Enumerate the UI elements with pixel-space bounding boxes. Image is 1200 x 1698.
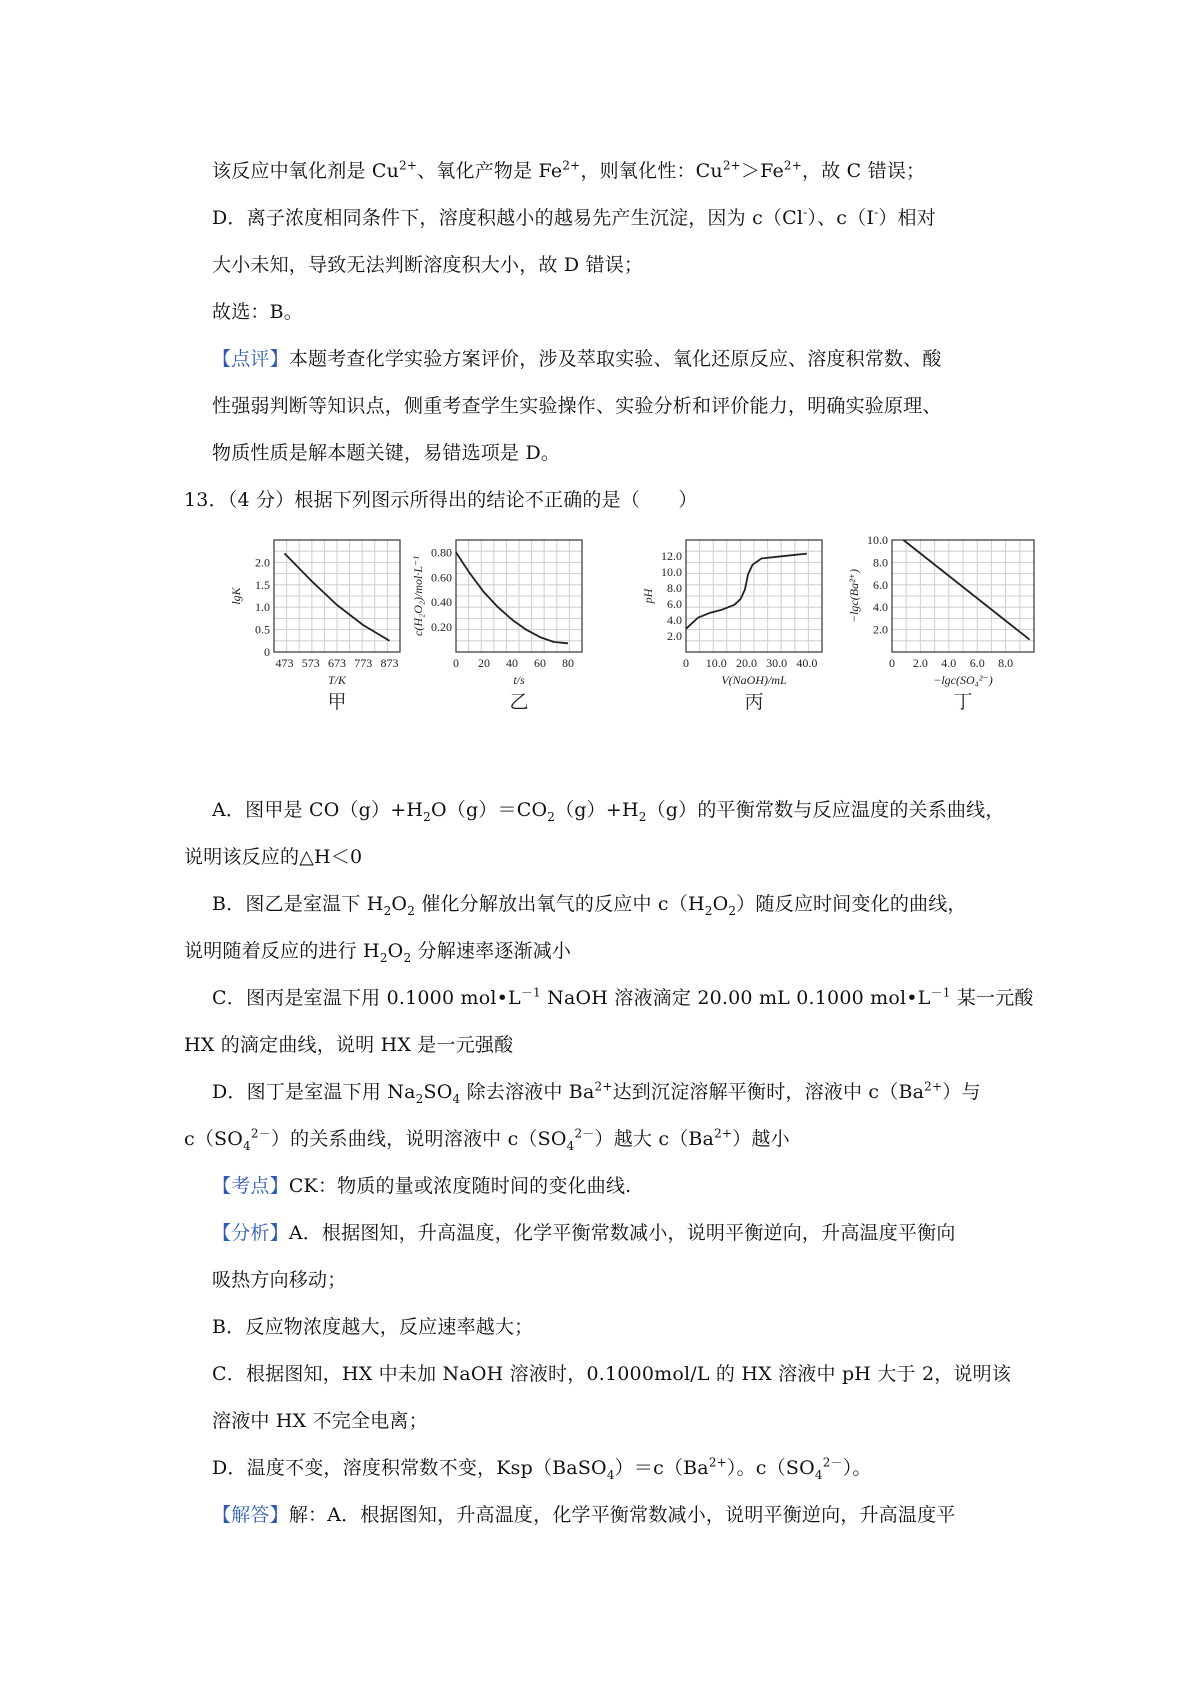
text-segment: 该反应中氧化剂是 Cu bbox=[212, 160, 400, 182]
text-line: B．反应物浓度越大，反应速率越大； bbox=[212, 1316, 534, 1338]
chart-yi bbox=[410, 528, 590, 778]
y-tick-label: 6.0 bbox=[873, 577, 888, 592]
text-segment: ）越小 bbox=[732, 1128, 790, 1150]
subscript: 2 bbox=[728, 903, 737, 918]
y-tick-label: 0 bbox=[264, 645, 270, 659]
superscript: 2－ bbox=[822, 1455, 843, 1470]
text-segment: 解：A．根据图知，升高温度，化学平衡常数减小，说明平衡逆向，升高温度平 bbox=[288, 1504, 956, 1526]
superscript: 2+ bbox=[722, 158, 741, 173]
text-segment: 说明随着反应的进行 H bbox=[184, 940, 380, 962]
text-segment: O bbox=[391, 893, 408, 915]
text-segment: 除去溶液中 Ba bbox=[460, 1081, 595, 1103]
x-tick-label: 0 bbox=[453, 656, 459, 670]
subscript: 2 bbox=[415, 1091, 424, 1106]
y-tick-label: 8.0 bbox=[667, 581, 682, 595]
subscript: 2 bbox=[383, 903, 392, 918]
x-axis-label: −lgc(SO₄²⁻) bbox=[933, 673, 993, 687]
y-tick-label: 1.5 bbox=[255, 577, 270, 592]
text-line: C．根据图知，HX 中未加 NaOH 溶液时，0.1000mol/L 的 HX 溶液中 pH 大于 2，说明该 bbox=[212, 1363, 1012, 1385]
superscript: －1 bbox=[520, 985, 541, 1000]
superscript: 2－ bbox=[250, 1126, 271, 1141]
x-tick-label: 4.0 bbox=[941, 656, 957, 670]
x-tick-label: 40.0 bbox=[796, 656, 818, 670]
text-line: 物质性质是解本题关键，易错选项是 D。 bbox=[212, 442, 561, 464]
subscript: 4 bbox=[452, 1091, 461, 1106]
subscript: 4 bbox=[606, 1467, 615, 1482]
subscript: 2 bbox=[547, 809, 556, 824]
x-tick-label: 60 bbox=[534, 656, 546, 670]
subscript: 2 bbox=[704, 903, 713, 918]
chart-caption: 乙 bbox=[509, 692, 529, 713]
option-d-line2 bbox=[184, 1126, 790, 1152]
y-tick-label: 10.0 bbox=[661, 565, 682, 579]
y-tick-label: 2.0 bbox=[873, 622, 888, 637]
text-segment: ）越大 c（Ba bbox=[594, 1128, 715, 1150]
subscript: 4 bbox=[814, 1467, 823, 1482]
text-segment: ＞Fe bbox=[740, 160, 784, 182]
x-tick-label: 20 bbox=[478, 656, 490, 670]
text-segment: 达到沉淀溶解平衡时，溶液中 c（Ba bbox=[612, 1081, 925, 1103]
x-axis-label: T/K bbox=[327, 673, 347, 687]
y-axis-label: lgK bbox=[229, 587, 243, 605]
text-segment: ）。 bbox=[842, 1457, 872, 1479]
answer-tag: 【解答】 bbox=[212, 1504, 289, 1526]
x-tick-label: 8.0 bbox=[998, 656, 1014, 670]
y-tick-label: 0.5 bbox=[255, 622, 270, 637]
x-tick-label: 30.0 bbox=[766, 656, 788, 670]
text-segment: ）、c（I bbox=[807, 207, 875, 229]
x-tick-label: 673 bbox=[328, 656, 346, 670]
chart-caption: 丙 bbox=[744, 692, 764, 713]
x-tick-label: 473 bbox=[275, 656, 294, 670]
text-segment: C．图丙是室温下用 0.1000 mol•L bbox=[212, 987, 521, 1009]
text-segment: 、氧化产物是 Fe bbox=[417, 160, 563, 182]
x-axis-label: t/s bbox=[513, 673, 525, 687]
text-line bbox=[212, 158, 925, 184]
text-segment: D．离子浓度相同条件下，溶度积越小的越易先产生沉淀，因为 c（Cl bbox=[212, 207, 804, 229]
x-tick-label: 573 bbox=[301, 656, 320, 670]
text-segment: NaOH 溶液滴定 20.00 mL 0.1000 mol•L bbox=[540, 987, 931, 1009]
superscript: 2－ bbox=[574, 1126, 595, 1141]
text-segment: A．根据图知，升高温度，化学平衡常数减小，说明平衡逆向，升高温度平衡向 bbox=[288, 1222, 956, 1244]
text-line bbox=[212, 205, 936, 231]
y-tick-label: 2.0 bbox=[255, 555, 270, 570]
chart-caption: 丁 bbox=[953, 692, 973, 713]
text-segment: ）随反应时间变化的曲线， bbox=[736, 893, 967, 915]
text-segment: ）的关系曲线，说明溶液中 c（SO bbox=[270, 1128, 567, 1150]
option-c-line1 bbox=[212, 985, 1034, 1011]
x-tick-label: 0 bbox=[683, 656, 689, 670]
text-segment: ，则氧化性：Cu bbox=[580, 160, 723, 182]
x-tick-label: 40 bbox=[506, 656, 518, 670]
text-segment: B．图乙是室温下 H bbox=[212, 893, 384, 915]
kaodian-tag: 【考点】 bbox=[212, 1175, 289, 1197]
chart-ding bbox=[846, 528, 1042, 778]
y-tick-label: 12.0 bbox=[661, 549, 682, 563]
text-segment: ，故 C 错误； bbox=[802, 160, 926, 182]
comment-tag: 【点评】 bbox=[212, 348, 289, 370]
x-tick-label: 0 bbox=[889, 656, 895, 670]
chart-bing bbox=[640, 528, 830, 778]
text-segment: A．图甲是 CO（g）+H bbox=[212, 799, 424, 821]
text-segment: c（SO bbox=[184, 1128, 244, 1150]
superscript: 2+ bbox=[708, 1455, 727, 1470]
option-b-line1 bbox=[212, 891, 967, 917]
text-segment: D．温度不变，溶度积常数不变，Ksp（BaSO bbox=[212, 1457, 607, 1479]
superscript: 2+ bbox=[714, 1126, 733, 1141]
text-segment: ）。c（SO bbox=[726, 1457, 815, 1479]
y-tick-label: 8.0 bbox=[873, 555, 888, 570]
y-tick-label: 1.0 bbox=[255, 600, 270, 615]
text-segment: CK：物质的量或浓度随时间的变化曲线. bbox=[288, 1175, 632, 1197]
superscript: 2+ bbox=[783, 158, 802, 173]
subscript: 2 bbox=[403, 950, 412, 965]
subscript: 2 bbox=[407, 903, 416, 918]
analysis-line bbox=[212, 1220, 956, 1246]
text-line bbox=[212, 346, 942, 372]
chart-jia bbox=[228, 528, 408, 778]
subscript: 2 bbox=[423, 809, 431, 824]
superscript: 2+ bbox=[594, 1079, 613, 1094]
subscript: 2 bbox=[379, 950, 388, 965]
superscript: 2+ bbox=[924, 1079, 943, 1094]
y-tick-label: 0.80 bbox=[431, 545, 452, 560]
answer-line bbox=[212, 1502, 956, 1528]
series-line bbox=[686, 554, 807, 629]
superscript: - bbox=[874, 205, 879, 220]
option-b-line2 bbox=[184, 938, 571, 964]
text-segment: SO bbox=[423, 1081, 453, 1103]
x-tick-label: 6.0 bbox=[969, 656, 985, 670]
series-line bbox=[903, 540, 1029, 640]
y-tick-label: 0.20 bbox=[431, 620, 452, 635]
y-tick-label: 10.0 bbox=[867, 533, 888, 547]
chart-caption: 甲 bbox=[327, 692, 347, 713]
y-tick-label: 4.0 bbox=[667, 613, 682, 627]
text-line: 性强弱判断等知识点，侧重考查学生实验操作、实验分析和评价能力，明确实验原理、 bbox=[212, 395, 942, 417]
superscript: 2+ bbox=[399, 158, 418, 173]
question-stem: 13．（4 分）根据下列图示所得出的结论不正确的是（ ） bbox=[184, 489, 698, 511]
text-line: 大小未知，导致无法判断溶度积大小，故 D 错误； bbox=[212, 254, 644, 276]
y-tick-label: 4.0 bbox=[873, 600, 888, 615]
text-line: 溶液中 HX 不完全电离； bbox=[212, 1410, 428, 1432]
superscript: - bbox=[803, 205, 808, 220]
text-segment: ）与 bbox=[942, 1081, 981, 1103]
text-line bbox=[212, 1455, 872, 1481]
analysis-tag: 【分析】 bbox=[212, 1222, 289, 1244]
option-c-line2: HX 的滴定曲线，说明 HX 是一元强酸 bbox=[184, 1034, 514, 1056]
text-segment: D．图丁是室温下用 Na bbox=[212, 1081, 416, 1103]
y-axis-label: c(H₂O₂)/mol·L⁻¹ bbox=[411, 556, 425, 636]
text-segment: ）相对 bbox=[878, 207, 936, 229]
y-tick-label: 2.0 bbox=[667, 629, 682, 643]
x-tick-label: 80 bbox=[562, 656, 574, 670]
text-segment: ）＝c（Ba bbox=[614, 1457, 709, 1479]
text-segment: O bbox=[387, 940, 404, 962]
text-line: 吸热方向移动； bbox=[212, 1269, 347, 1291]
y-tick-label: 0.40 bbox=[431, 595, 452, 610]
text-segment: 催化分解放出氧气的反应中 c（H bbox=[415, 893, 705, 915]
x-tick-label: 10.0 bbox=[705, 656, 727, 670]
x-tick-label: 20.0 bbox=[735, 656, 757, 670]
option-a-line1 bbox=[212, 797, 1005, 823]
x-tick-label: 773 bbox=[354, 656, 373, 670]
kaodian-line bbox=[212, 1173, 631, 1199]
text-segment: 本题考查化学实验方案评价，涉及萃取实验、氧化还原反应、溶度积常数、酸 bbox=[288, 348, 942, 370]
superscript: 2+ bbox=[562, 158, 581, 173]
text-line: 故选：B。 bbox=[212, 301, 303, 323]
text-segment: O（g）＝CO bbox=[430, 799, 548, 821]
text-segment: （g）的平衡常数与反应温度的关系曲线， bbox=[646, 799, 1005, 821]
option-a-line2: 说明该反应的△H＜0 bbox=[184, 846, 363, 868]
subscript: 4 bbox=[566, 1138, 575, 1153]
y-tick-label: 0.60 bbox=[431, 570, 452, 585]
subscript: 4 bbox=[243, 1138, 251, 1153]
x-tick-label: 2.0 bbox=[912, 656, 928, 670]
superscript: －1 bbox=[930, 985, 951, 1000]
text-segment: O bbox=[712, 893, 729, 915]
subscript: 2 bbox=[638, 809, 647, 824]
option-d-line1 bbox=[212, 1079, 981, 1105]
text-segment: 分解速率逐渐减小 bbox=[411, 940, 572, 962]
text-segment: （g）+H bbox=[555, 799, 639, 821]
x-axis-label: V(NaOH)/mL bbox=[721, 673, 787, 687]
x-tick-label: 873 bbox=[380, 656, 399, 670]
y-tick-label: 6.0 bbox=[667, 597, 682, 611]
y-axis-label: pH bbox=[641, 588, 655, 604]
text-segment: 某一元酸 bbox=[950, 987, 1034, 1009]
y-axis-label: −lgc(Ba²⁺) bbox=[847, 568, 861, 624]
